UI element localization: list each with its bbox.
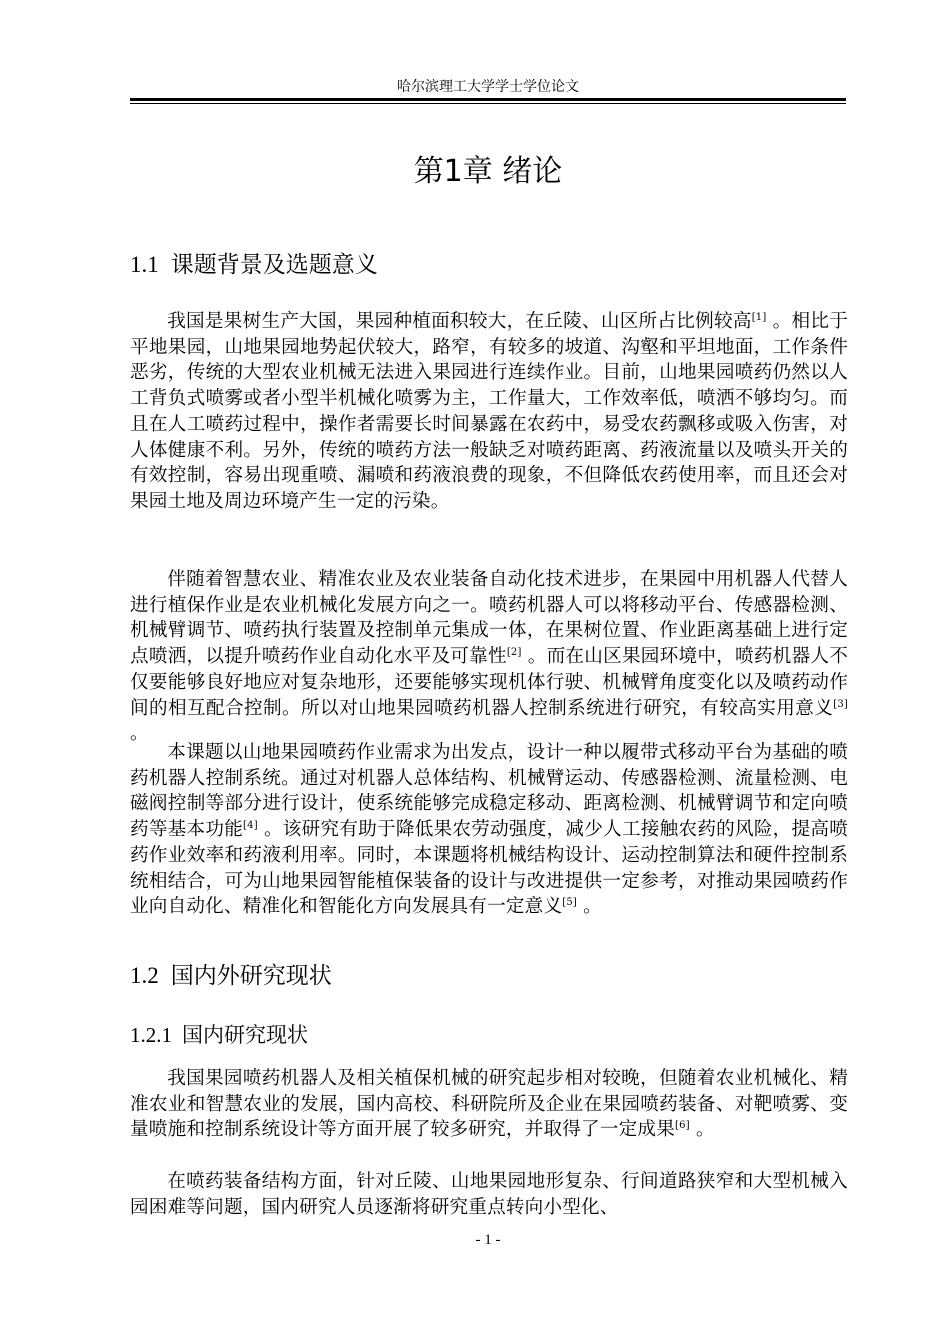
- paragraph-text: 在喷药装备结构方面，针对丘陵、山地果园地形复杂、行间道路狭窄和大型机械入园困难等问题，国内研究人员逐渐将研究重点转向小型化、: [130, 1171, 848, 1218]
- citation-ref: [3]: [833, 698, 848, 710]
- paragraph-text: 。: [577, 896, 602, 918]
- citation-ref: [6]: [675, 1120, 690, 1132]
- paragraph-text: 。而在山区果园环境中，喷药机器人不仅要能够良好地应对复杂地形，还要能够实现机体行驶、机械臂角度变化以及喷药动作间的相互配合控制。所以对山地果园喷药机器人控制系统进行研究，有较高实用意义: [130, 646, 848, 719]
- paragraph-5: [130, 1169, 848, 1220]
- paragraph-text: 我国是果树生产大国，果园种植面积较大，在丘陵、山区所占比例较高: [167, 311, 752, 332]
- paragraph-text: 。该研究有助于降低果农劳动强度，减少人工接触农药的风险，提高喷药作业效率和药液利用率。同时，本课题将机械结构设计、运动控制算法和硬件控制系统相结合，可为山地果园智能植保装备的设计与改进提供一定参考，对推动果园喷药作业向自动化、精准化和智能化方向发展具有一定意义: [130, 819, 848, 918]
- subsection-number: 1.2.1: [130, 1023, 172, 1047]
- paragraph-text: 伴随着智慧农业、精准农业及农业装备自动化技术进步，在果园中用机器人代替人进行植保作业是农业机械化发展方向之一。喷药机器人可以将移动平台、传感器检测、机械臂调节、喷药执行装置及控制单元集成一体，在果树位置、作业距离基础上进行定点喷洒，以提升喷药作业自动化水平及可靠性: [130, 569, 848, 668]
- citation-ref: [5]: [562, 897, 578, 909]
- citation-ref: [4]: [243, 820, 258, 832]
- section-title: 课题背景及选题意义: [170, 252, 378, 278]
- section-heading-1-1: [130, 250, 378, 280]
- paragraph-text: 。: [689, 1119, 715, 1141]
- section-number: 1.1: [130, 252, 159, 277]
- paragraph-text: 本课题以山地果园喷药作业需求为出发点，设计一种以履带式移动平台为基础的喷药机器人控制系统。通过对机器人总体结构、机械臂运动、传感器检测、流量检测、电磁阀控制等部分进行设计，使系统能够完成稳定移动、距离检测、机械臂调节和定向喷药等基本功能: [130, 742, 848, 841]
- running-header: 哈尔滨理工大学学士学位论文: [397, 79, 579, 95]
- paragraph-4: [130, 1066, 848, 1143]
- section-number: 1.2: [130, 963, 159, 988]
- header-rule-thin: [130, 103, 846, 104]
- citation-ref: [1]: [751, 312, 767, 323]
- paragraph-text: 。: [130, 723, 149, 745]
- paragraph-text: 我国果园喷药机器人及相关植保机械的研究起步相对较晚，但随着农业机械化、精准农业和智慧农业的发展，国内高校、科研院所及企业在果园喷药装备、对靶喷雾、变量喷施和控制系统设计等方面开展了较多研究，并取得了一定成果: [130, 1068, 848, 1141]
- paragraph-2: [130, 567, 848, 747]
- section-title: 国内外研究现状: [170, 963, 332, 989]
- subsection-title: 国内研究现状: [182, 1023, 308, 1047]
- subsection-heading-1-2-1: [130, 1021, 308, 1049]
- header-rule-thick: [130, 98, 846, 101]
- chapter-title: 第1章 绪论: [413, 154, 563, 189]
- section-heading-1-2: [130, 961, 332, 991]
- citation-ref: [2]: [506, 647, 522, 659]
- paragraph-1: [130, 309, 848, 515]
- page-number: - 1 -: [475, 1232, 501, 1248]
- paragraph-3: [130, 740, 848, 920]
- paragraph-text: 。相比于平地果园，山地果园地势起伏较大，路窄，有较多的坡道、沟壑和平坦地面，工作条件恶劣，传统的大型农业机械无法进入果园进行连续作业。目前，山地果园喷药仍然以人工背负式喷雾或者小型半机械化喷雾为主，工作量大，工作效率低，喷洒不够均匀。而且在人工喷药过程中，操作者需要长时间暴露在农药中，易受农药飘移或吸入伤害，对人体健康不利。另外，传统的喷药方法一般缺乏对喷药距离、药液流量以及喷头开关的有效控制，容易出现重喷、漏喷和药液浪费的现象，不但降低农药使用率，而且还会对果园土地及周边环境产生一定的污染。: [130, 311, 848, 512]
